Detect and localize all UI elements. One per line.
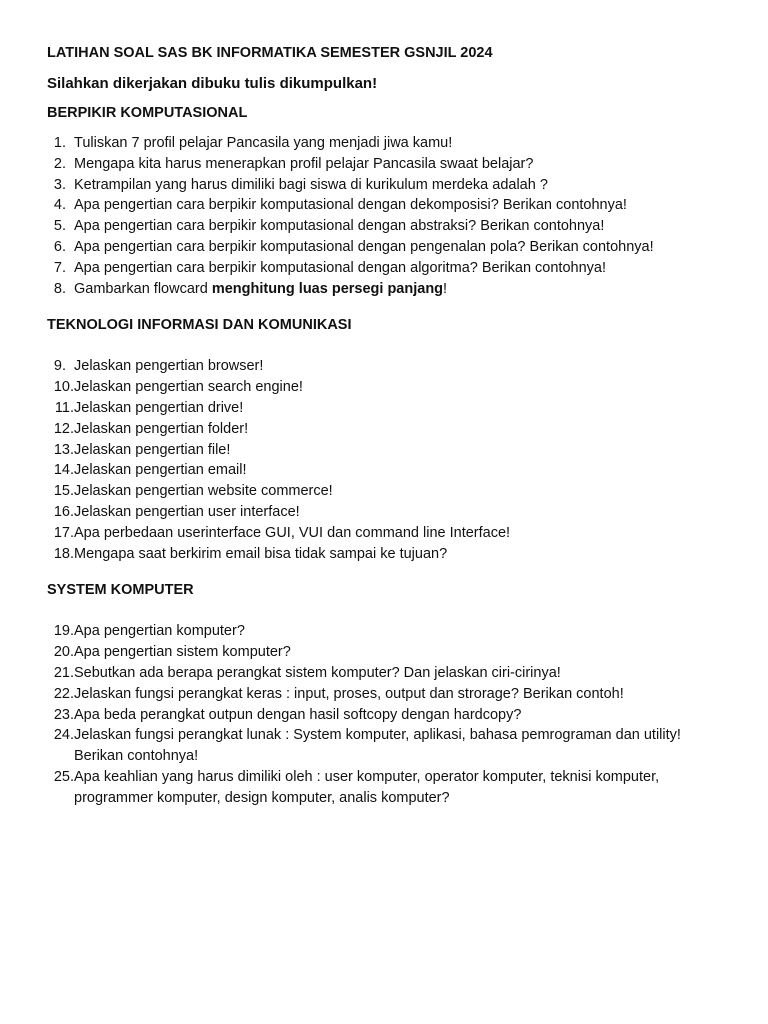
question-item: [47, 237, 728, 258]
question-number: 23.: [53, 706, 74, 723]
section-heading-teknologi-informasi: TEKNOLOGI INFORMASI DAN KOMUNIKASI: [47, 317, 352, 334]
question-text: [74, 279, 728, 300]
question-item: [47, 544, 728, 565]
question-item: [47, 705, 728, 726]
question-number: 16.: [53, 503, 74, 520]
question-number: 21.: [53, 664, 74, 681]
question-item: [47, 175, 728, 196]
question-text: Jelaskan fungsi perangkat keras : input, proses, output dan strorage? Berikan contoh!: [74, 685, 624, 702]
question-item: [47, 523, 728, 544]
document-title: LATIHAN SOAL SAS BK INFORMATIKA SEMESTER GSNJIL 2024: [47, 45, 493, 61]
question-text: Apa keahlian yang harus dimiliki oleh : user komputer, operator komputer, teknisi komputer, programmer komputer, design komputer, analis komputer?: [74, 768, 660, 806]
question-item: [47, 440, 728, 461]
question-text: Apa pengertian cara berpikir komputasional dengan dekomposisi? Berikan contohnya!: [74, 197, 627, 214]
question-item: [47, 621, 728, 642]
question-text: Apa pengertian sistem komputer?: [74, 644, 291, 661]
question-item: [47, 398, 728, 419]
question-text: Ketrampilan yang harus dimiliki bagi siswa di kurikulum merdeka adalah ?: [74, 176, 548, 193]
question-item: [47, 419, 728, 440]
question-item: [47, 663, 728, 684]
question-number: 1.: [53, 135, 66, 151]
question-text: Jelaskan pengertian folder!: [74, 420, 249, 437]
question-number: 22.: [53, 685, 74, 702]
question-text: Tuliskan 7 profil pelajar Pancasila yang menjadi jiwa kamu!: [74, 135, 453, 151]
question-text: Apa pengertian cara berpikir komputasional dengan abstraksi? Berikan contohnya!: [74, 218, 605, 235]
question-item: [47, 154, 728, 175]
question-number: 4.: [53, 197, 66, 214]
question-item: [47, 216, 728, 237]
question-number: 25.: [53, 768, 74, 785]
question-number: 3.: [53, 176, 66, 193]
question-item: [47, 725, 728, 767]
question-text: Apa pengertian cara berpikir komputasional dengan pengenalan pola? Berikan contohnya!: [74, 238, 654, 255]
question-text: Jelaskan pengertian email!: [74, 462, 247, 479]
document-instruction: Silahkan dikerjakan dibuku tulis dikumpulkan!: [47, 75, 378, 92]
question-number: 2.: [53, 155, 66, 172]
question-number: 18.: [53, 545, 74, 562]
question-item: [47, 133, 728, 154]
question-item: [47, 502, 728, 523]
question-item: [47, 195, 728, 216]
question-item: [47, 279, 728, 300]
question-number: 11.: [54, 399, 74, 416]
question-text: Mengapa kita harus menerapkan profil pelajar Pancasila swaat belajar?: [74, 155, 534, 172]
question-text: Jelaskan pengertian search engine!: [74, 379, 303, 396]
question-number: 12.: [53, 420, 74, 437]
question-text-plain: Gambarkan flowcard: [74, 280, 212, 297]
question-item: [47, 767, 728, 809]
question-number: 5.: [53, 218, 66, 235]
question-text-suffix: !: [443, 280, 448, 297]
question-list-system-komputer: [47, 621, 728, 808]
question-list-berpikir-komputasional: [47, 133, 728, 299]
question-number: 15.: [53, 483, 74, 500]
question-number: 7.: [53, 259, 66, 276]
question-item: [47, 684, 728, 705]
question-number: 24.: [53, 727, 74, 744]
question-item: [47, 642, 728, 663]
question-number: 14.: [53, 462, 74, 479]
question-text: Jelaskan pengertian drive!: [74, 399, 244, 416]
question-text: Mengapa saat berkirim email bisa tidak sampai ke tujuan?: [74, 545, 448, 562]
question-item: [47, 258, 728, 279]
question-text: Apa beda perangkat outpun dengan hasil softcopy dengan hardcopy?: [74, 706, 522, 723]
question-number: 6.: [53, 238, 66, 255]
question-number: 10.: [53, 379, 74, 396]
section-heading-berpikir-komputasional: BERPIKIR KOMPUTASIONAL: [47, 105, 248, 121]
question-item: [47, 460, 728, 481]
question-item: [47, 377, 728, 398]
question-number: 9.: [53, 358, 66, 375]
question-number: 17.: [53, 524, 74, 541]
question-item: [47, 356, 728, 377]
question-text: Jelaskan pengertian website commerce!: [74, 483, 333, 500]
question-text: Jelaskan pengertian user interface!: [74, 503, 300, 520]
question-text-emphasis: menghitung luas persegi panjang: [211, 280, 444, 297]
question-number: 13.: [53, 441, 74, 458]
question-text: Apa pengertian komputer?: [74, 623, 245, 640]
question-list-teknologi-informasi: [47, 356, 728, 564]
section-heading-system-komputer: SYSTEM KOMPUTER: [47, 582, 194, 599]
question-text: Apa perbedaan userinterface GUI, VUI dan command line Interface!: [74, 524, 511, 541]
question-text: Apa pengertian cara berpikir komputasional dengan algoritma? Berikan contohnya!: [74, 259, 606, 276]
question-text: Jelaskan fungsi perangkat lunak : System komputer, aplikasi, bahasa pemrograman dan utility! Berikan contohnya!: [74, 727, 681, 765]
question-item: [47, 481, 728, 502]
question-number: 19.: [53, 623, 74, 640]
question-number: 20.: [53, 644, 74, 661]
question-text: Jelaskan pengertian file!: [74, 441, 231, 458]
question-number: 8.: [53, 280, 66, 297]
question-text: Jelaskan pengertian browser!: [74, 358, 264, 375]
question-text: Sebutkan ada berapa perangkat sistem komputer? Dan jelaskan ciri-cirinya!: [74, 664, 561, 681]
